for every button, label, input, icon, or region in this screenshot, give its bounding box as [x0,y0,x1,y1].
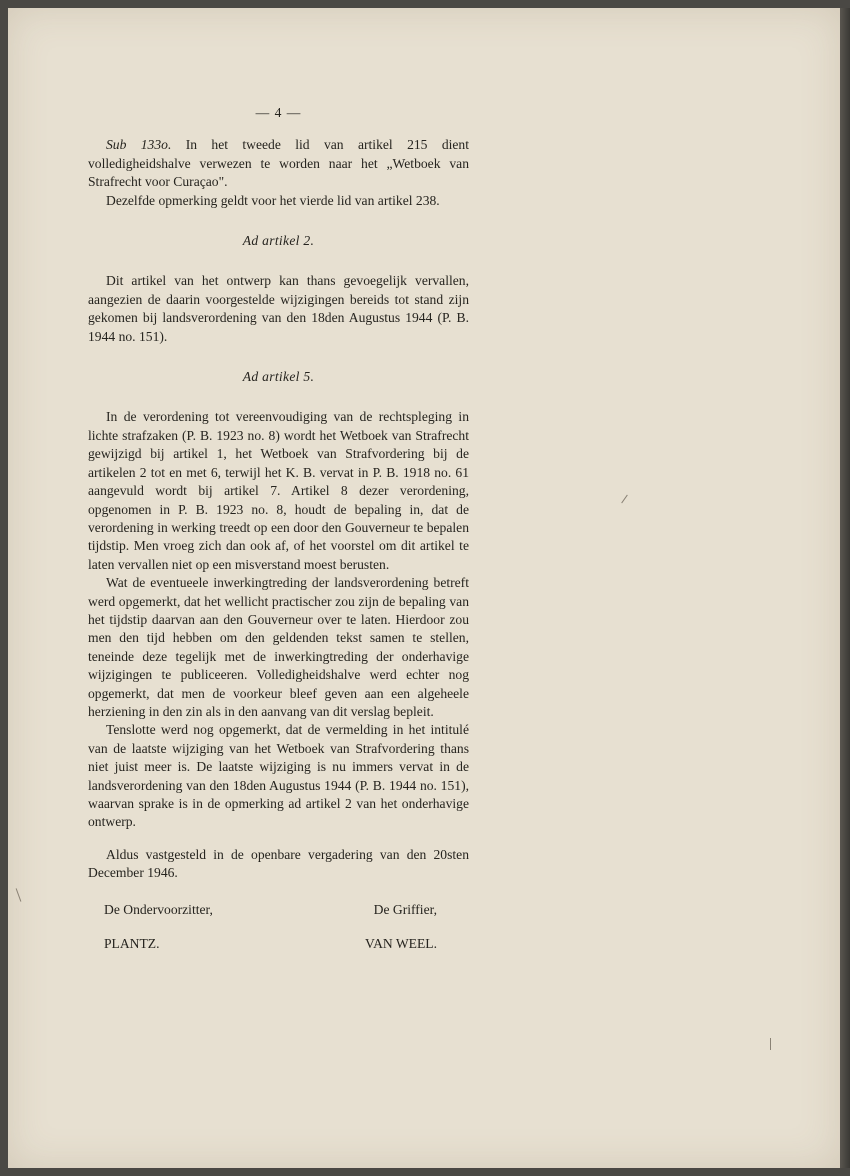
paragraph-artikel-5-3: Tenslotte werd nog opgemerkt, dat de vermelding in het intitulé van de laatste wijziging van het Wetboek van Strafvordering thans niet juist meer is. De laatste wijziging is nu immers vervat in de landsverordening van den 18den Augustus 1944 (P. B. 1944 no. 151), waarvan sprake is in de opmerking ad artikel 2 van het onderhavige ontwerp. [88,722,469,830]
paper-sheet [8,8,840,1168]
signature-right-title: De Griffier, [373,901,437,917]
signature-right-name: VAN WEEL. [365,936,437,952]
heading-artikel-2: Ad artikel 2. [242,233,315,249]
text-column [88,104,469,953]
paper-mark [621,495,628,504]
sub-paragraph [88,136,469,191]
page-number: — 4 — [255,105,302,120]
paragraph-artikel-2: Dit artikel van het ontwerp kan thans gevoegelijk vervallen, aangezien de daarin voorgestelde wijzigingen bereids tot stand zijn gekomen bij landsverordening van den 18den Augustus 1944 (P. B. 1944 no. 151). [88,273,469,344]
paragraph-closing: Aldus vastgesteld in de openbare vergadering van den 20sten December 1946. [88,846,469,881]
scan-edge [840,8,850,1168]
signature-names [88,935,469,953]
signature-left-name: PLANTZ. [104,936,160,952]
sub-text: In het tweede lid van artikel 215 dient volledigheidshalve verwezen te worden naar het „Wetboek van Strafrecht voor Curaçao". [88,137,470,190]
heading-artikel-5: Ad artikel 5. [242,369,315,385]
paragraph-remark: Dezelfde opmerking geldt voor het vierde lid van artikel 238. [106,192,440,208]
signature-titles [88,901,469,919]
paragraph-artikel-5-2: Wat de eventueele inwerkingtreding der landsverordening betreft werd opgemerkt, dat het wellicht practischer zou zijn de bepaling van het tijdstip daarvan aan den Gouverneur over te laten. Hierdoor zou men den tijd hebben om den geldenden tekst samen te stellen, teneinde deze tegelijk met de inwerkingtreding der onderhavige wijzigingen te publiceeren. Volledigheidshalve werd echter nog opgemerkt, dat men de voorkeur bleef geven aan een algeheele herziening in den zin als in den aanvang van dit verslag bepleit. [88,575,469,719]
paper-mark [16,888,22,901]
sub-label: Sub 133o. [106,137,172,153]
paper-mark [770,1038,771,1050]
paragraph-artikel-5-1: In de verordening tot vereenvoudiging van de rechtspleging in lichte strafzaken (P. B. 1923 no. 8) wordt het Wetboek van Strafrecht gewijzigd bij artikel 1, het Wetboek van Strafvordering bij de artikelen 2 tot en met 6, terwijl het K. B. vervat in P. B. 1918 no. 61 aangevuld wordt bij artikel 7. Artikel 8 dezer verordening, opgenomen in P. B. 1923 no. 8, houdt de bepaling in, dat de verordening in werking treedt op een door den Gouverneur te bepalen tijdstip. Men vroeg zich dan ook af, of het voorstel om dit artikel te laten vervallen niet op een misverstand moest berusten. [88,409,469,572]
spacer [88,832,469,846]
signature-left-title: De Ondervoorzitter, [104,901,213,917]
